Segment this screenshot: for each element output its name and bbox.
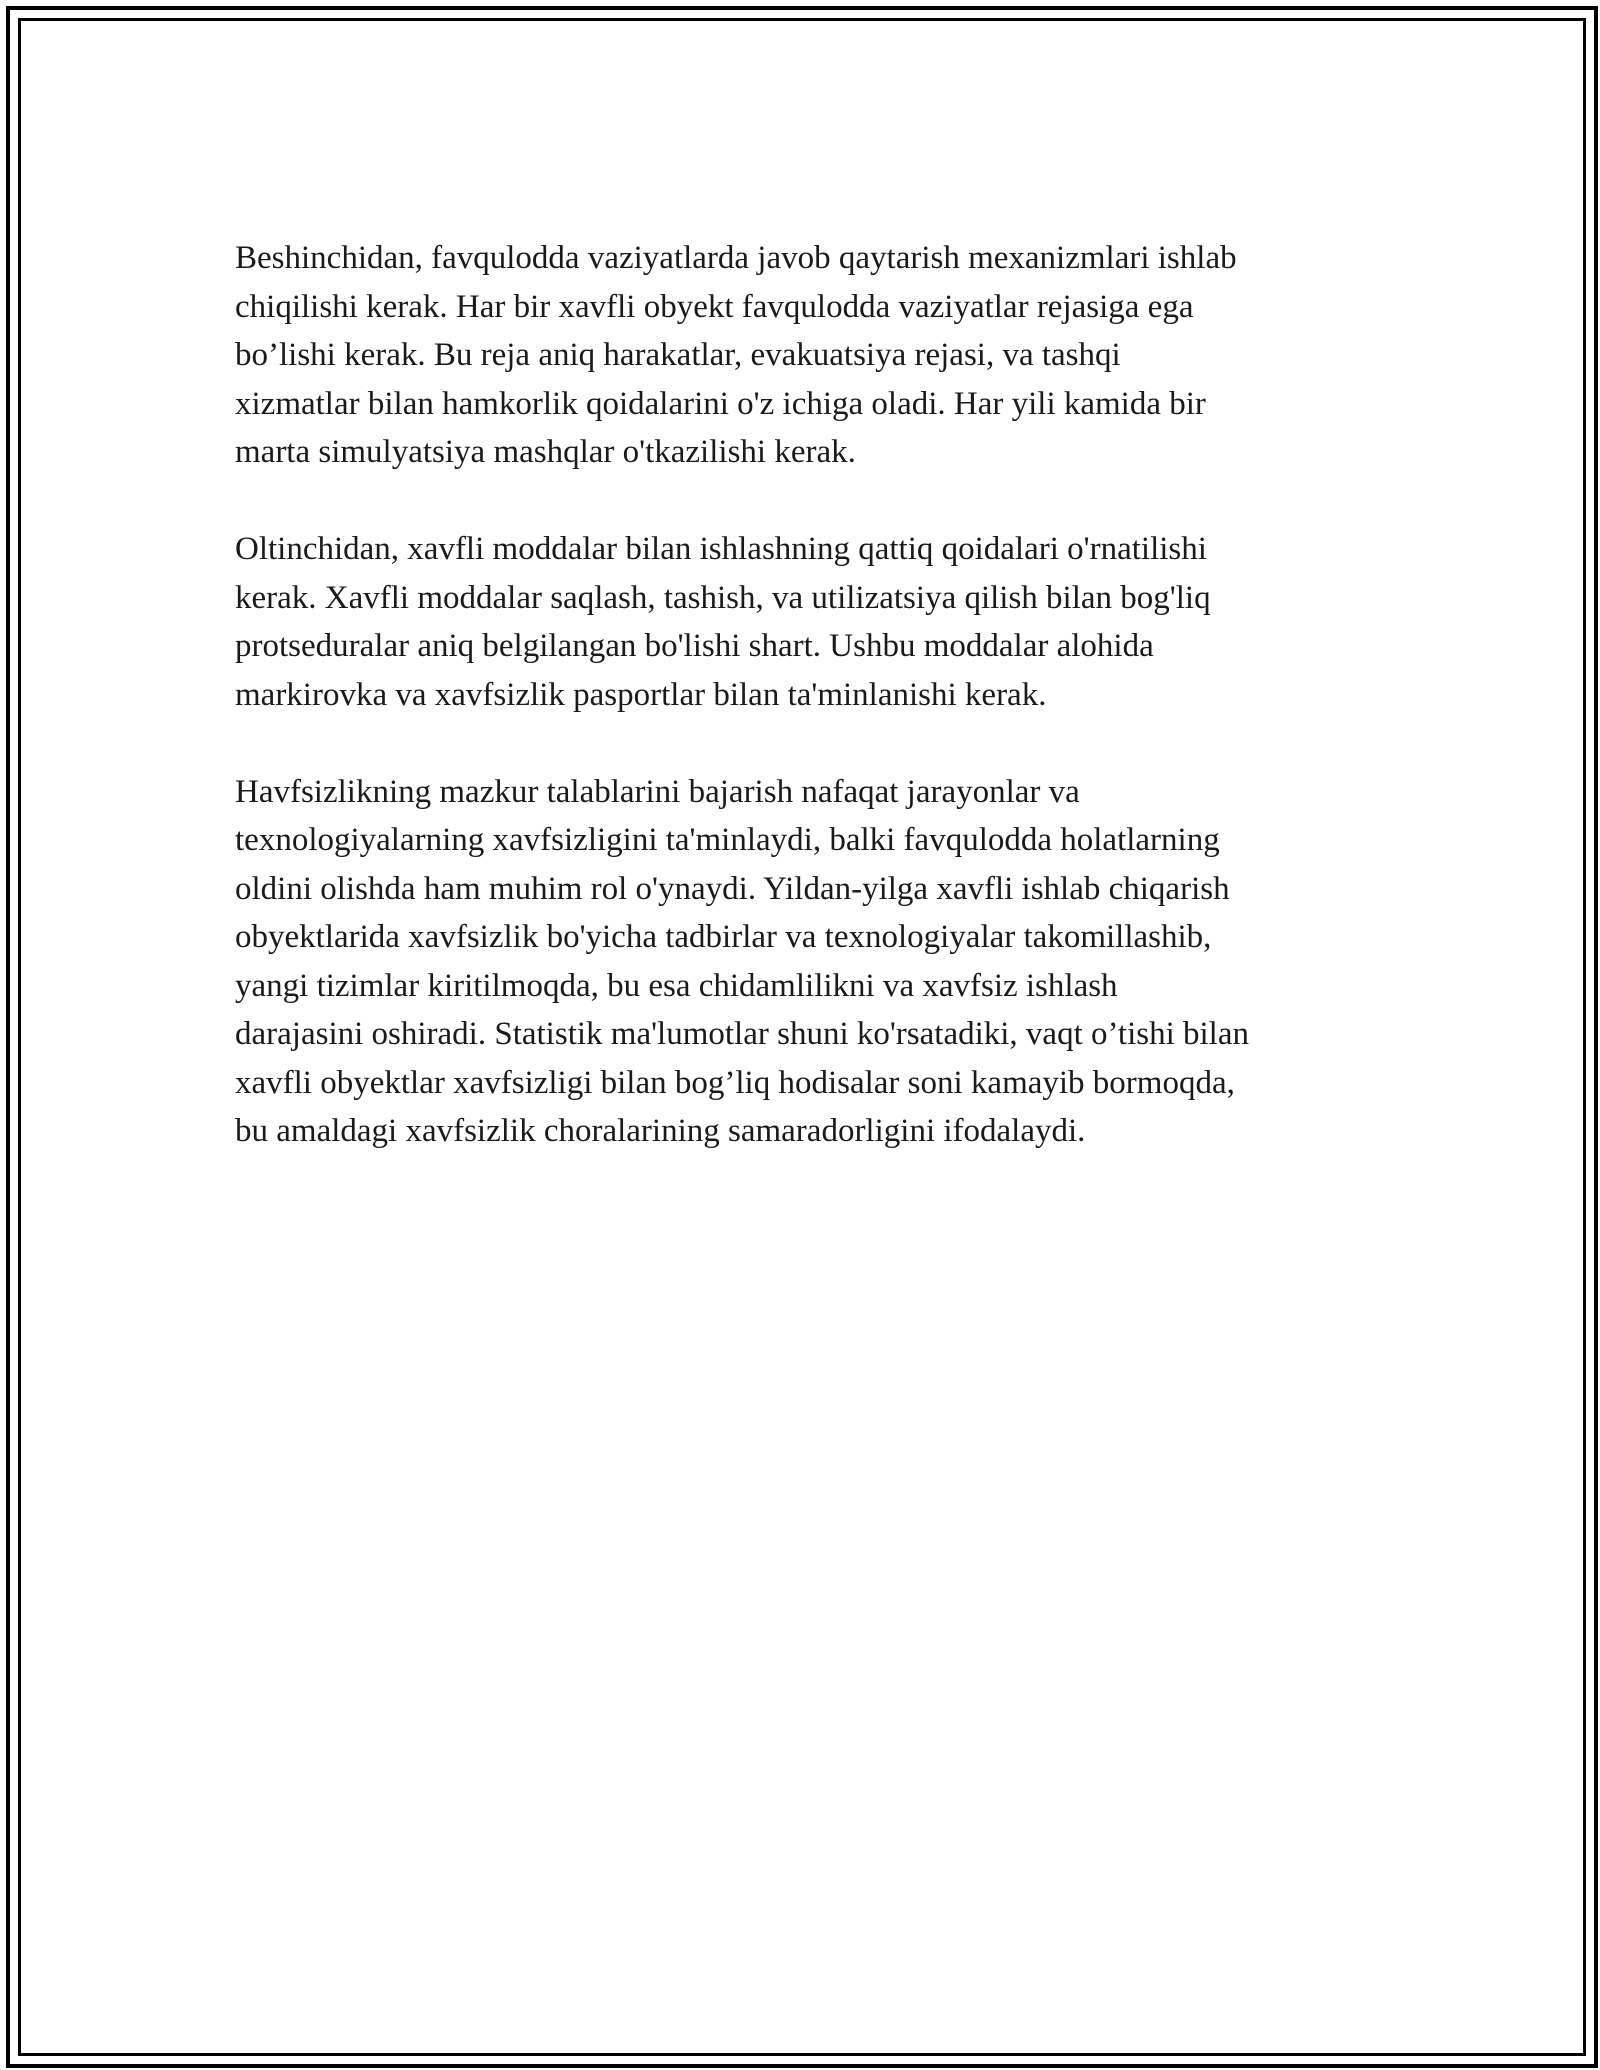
- paragraph-hazardous-substances: Oltinchidan, xavfli moddalar bilan ishlashning qattiq qoidalari o'rnatilishi kerak. Xavfli moddalar saqlash, tashish, va utilizatsiya qilish bilan bog'liq protseduralar aniq belgilangan bo'lishi shart. Ushbu moddalar alohida markirovka va xavfsizlik pasportlar bilan ta'minlanishi kerak.: [235, 531, 1211, 713]
- paragraph-safety-conclusion: Havfsizlikning mazkur talablarini bajarish nafaqat jarayonlar va texnologiyalarning xavfsizligini ta'minlaydi, balki favqulodda holatlarning oldini olishda ham muhim rol o'ynaydi. Yildan-yilga xavfli ishlab chiqarish obyektlarida xavfsizlik bo'yicha tadbirlar va texnologiyalar takomillashib, yangi tizimlar kiritilmoqda, bu esa chidamlilikni va xavfsiz ishlash darajasini oshiradi. Statistik ma'lumotlar shuni ko'rsatadiki, vaqt o’tishi bilan xavfli obyektlar xavfsizligi bilan bog’liq hodisalar soni kamayib bormoqda, bu amaldagi xavfsizlik choralarining samaradorligini ifodalaydi.: [235, 773, 1249, 1149]
- document-body: [235, 234, 1385, 1204]
- paragraph-emergency-response: Beshinchidan, favqulodda vaziyatlarda javob qaytarish mexanizmlari ishlab chiqilishi kerak. Har bir xavfli obyekt favqulodda vaziyatlar rejasiga ega bo’lishi kerak. Bu reja aniq harakatlar, evakuatsiya rejasi, va tashqi xizmatlar bilan hamkorlik qoidalarini o'z ichiga oladi. Har yili kamida bir marta simulyatsiya mashqlar o'tkazilishi kerak.: [235, 240, 1237, 470]
